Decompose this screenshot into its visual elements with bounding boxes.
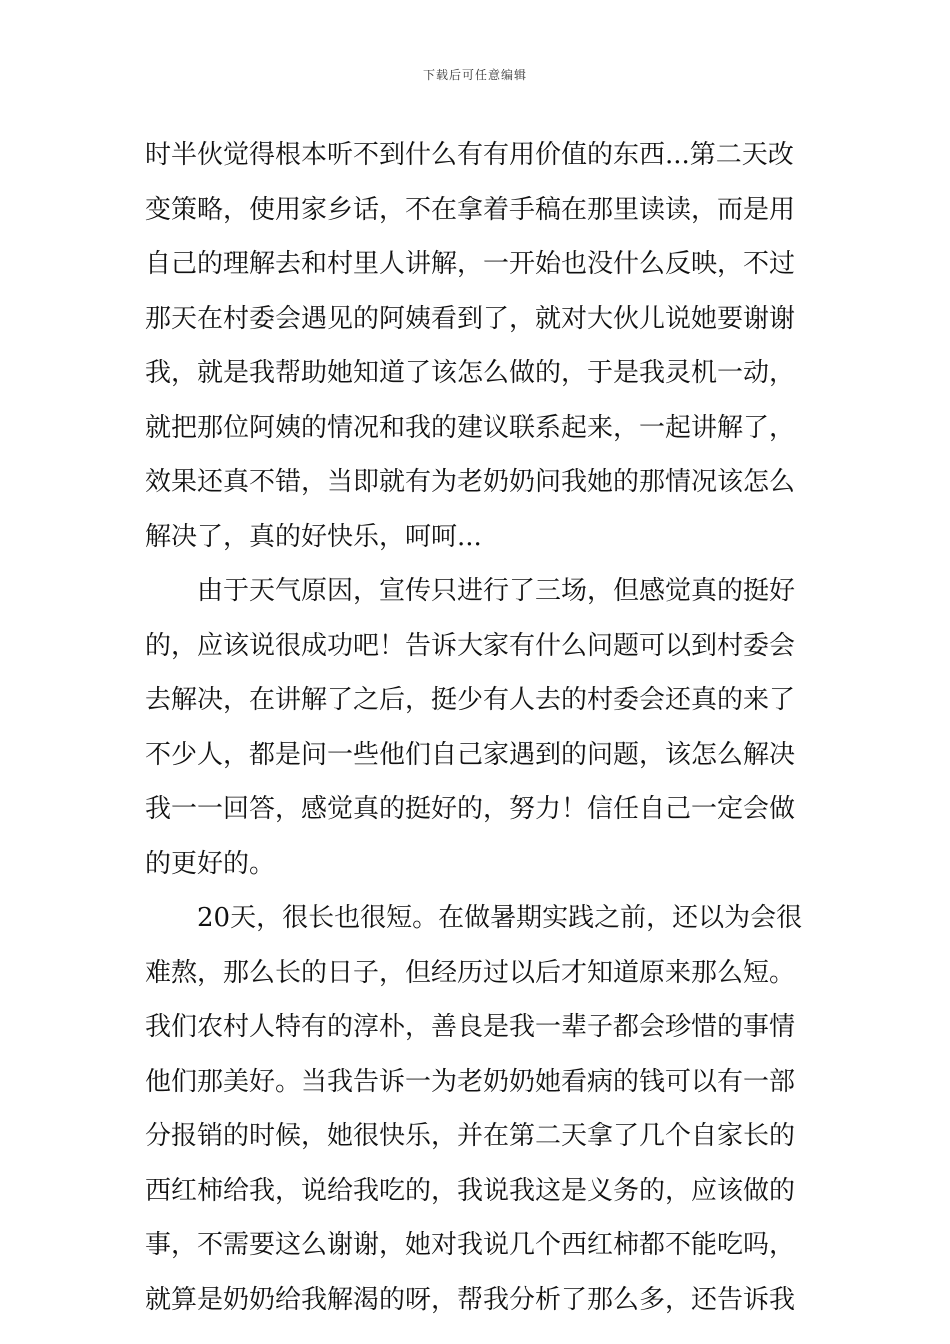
text-line: 时半伙觉得根本听不到什么有有用价值的东西...第二天改 (145, 140, 794, 170)
paragraph-1 (145, 128, 809, 564)
paragraph-2 (145, 564, 809, 891)
text-line: 的更好的。 (145, 848, 276, 879)
document-body (145, 128, 809, 1327)
text-line: 他们那美好。当我告诉一为老奶奶她看病的钱可以有一部 (145, 1066, 796, 1097)
text-line: 去解决，在讲解了之后，挺少有人去的村委会还真的来了 (145, 685, 796, 715)
text-line: 效果还真不错，当即就有为老奶奶问我她的那情况该怎么 (145, 467, 796, 497)
text-line: 难熬，那么长的日子，但经历过以后才知道原来那么短。 (145, 957, 796, 988)
text-line: 自己的理解去和村里人讲解，一开始也没什么反映，不过 (145, 249, 796, 279)
text-line: 我，就是我帮助她知道了该怎么做的，于是我灵机一动， (145, 358, 796, 388)
text-line: 西红柿给我，说给我吃的，我说我这是义务的，应该做的 (145, 1175, 796, 1206)
paragraph-3 (145, 891, 809, 1327)
text-line: 事，不需要这么谢谢，她对我说几个西红柿都不能吃吗， (145, 1230, 796, 1260)
text-line: 的，应该说很成功吧！告诉大家有什么问题可以到村委会 (145, 630, 796, 661)
text-line: 解决了，真的好快乐，呵呵... (145, 521, 482, 552)
text-line: 不少人，都是问一些他们自己家遇到的问题，该怎么解决 (145, 739, 796, 770)
text-line: 20天，很长也很短。在做暑期实践之前，还以为会很 (197, 903, 803, 933)
text-line: 分报销的时候，她很快乐，并在第二天拿了几个自家长的 (145, 1121, 796, 1151)
page-header: 下载后可任意编辑 (422, 68, 527, 82)
text-line: 就算是奶奶给我解渴的呀，帮我分析了那么多，还告诉我 (145, 1284, 796, 1315)
text-line: 就把那位阿姨的情况和我的建议联系起来，一起讲解了， (145, 412, 796, 443)
text-line: 由于天气原因，宣传只进行了三场，但感觉真的挺好 (197, 576, 796, 606)
text-line: 变策略，使用家乡话，不在拿着手稿在那里读读，而是用 (145, 194, 796, 225)
text-line: 那天在村委会遇见的阿姨看到了，就对大伙儿说她要谢谢 (145, 303, 796, 334)
text-line: 我一一回答，感觉真的挺好的，努力！信任自己一定会做 (145, 794, 796, 824)
text-line: 我们农村人特有的淳朴，善良是我一辈子都会珍惜的事情 (145, 1012, 796, 1042)
